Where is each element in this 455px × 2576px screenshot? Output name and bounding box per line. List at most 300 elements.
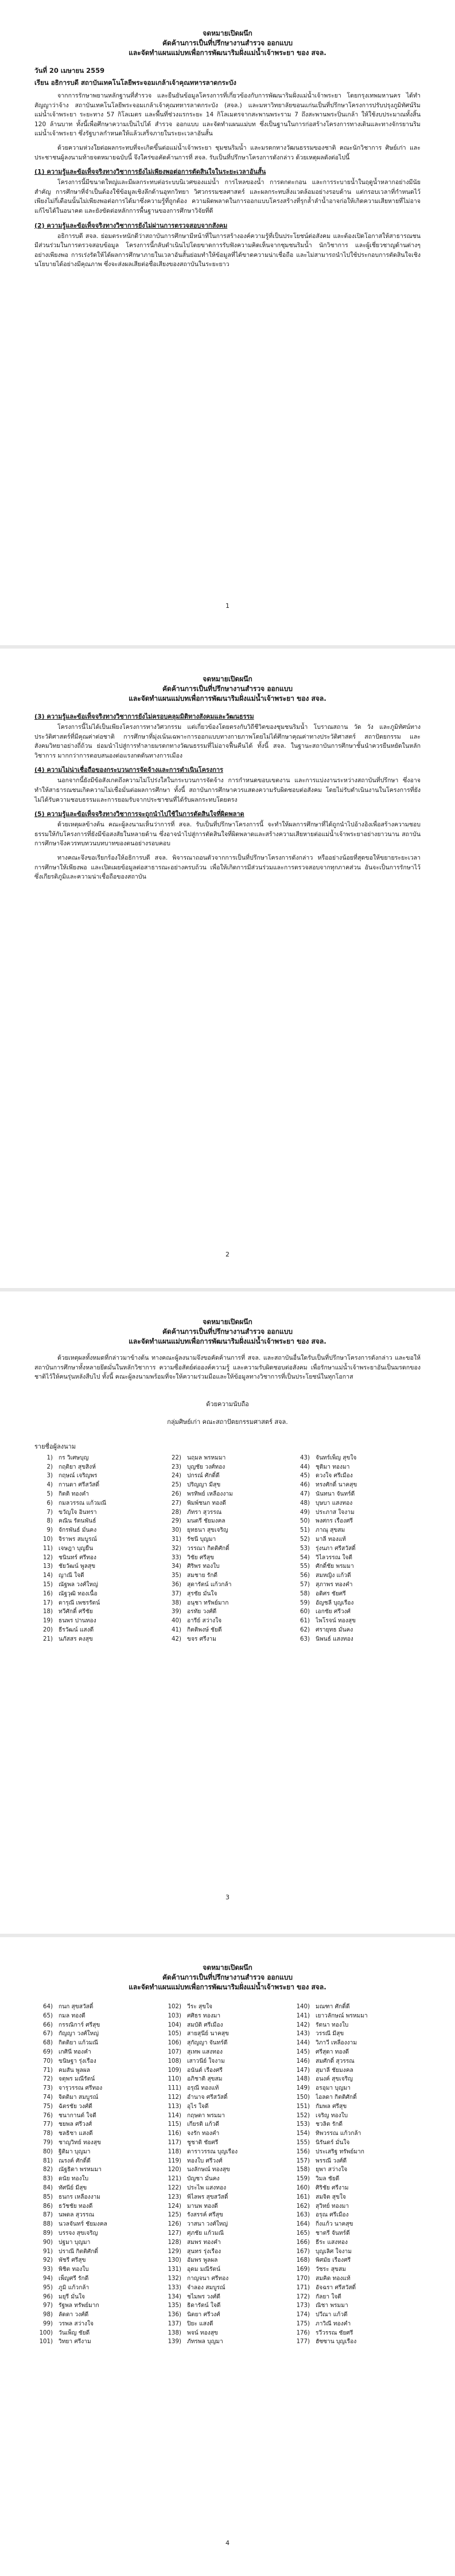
signatory-row [291, 1454, 420, 1463]
signatory-row [34, 2084, 163, 2093]
signatory-number: 126) [168, 2221, 181, 2228]
signatory-name: จันทร์เพ็ญ สุขใจ [316, 1454, 357, 1461]
signatory-number: 85) [43, 2193, 53, 2200]
signatory-name: เกียรติ แก้วดี [187, 2121, 220, 2128]
signatory-name: กิตติพงษ์ ชัยดี [187, 1626, 222, 1633]
signatory-name: คมสัน พูลผล [59, 2067, 91, 2074]
signatory-row [291, 2329, 420, 2338]
signatory-name: พัชรี ศรีสุข [59, 2257, 86, 2264]
signatory-row [291, 2021, 420, 2030]
signatory-number: 94) [43, 2275, 53, 2282]
signer: กลุ่มศิษย์เก่า คณะสถาปัตยกรรมศาสตร์ สจล. [167, 1418, 288, 1426]
signatory-name: ขนิษฐา รุ่งเรือง [59, 2058, 96, 2064]
section-heading: (2) ความรู้และข้อเท็จจริงทางวิชาการยังไม่ผ่านการตรวจสอบจากสังคม [34, 221, 228, 229]
signatory-name: วิทยา ศรีงาม [59, 2339, 91, 2345]
signatory-name: กมล ทองดี [59, 2012, 85, 2019]
letter-subtitle: และจัดทำแผนแม่บทเพื่อการพัฒนาริมฝั่งแม่น้ำเจ้าพระยา ของ สจล. [129, 1337, 326, 1345]
signatory-number: 140) [296, 2004, 310, 2010]
signatory-name: ขจร ศรีงาม [187, 1636, 216, 1642]
signatory-number: 17) [43, 1599, 53, 1606]
signatory-row [163, 2184, 291, 2193]
signatory-number: 69) [43, 2048, 53, 2055]
signatory-number: 104) [168, 2021, 181, 2028]
signatory-name: กัลยา ใจดี [316, 2293, 341, 2300]
signatory-number: 34) [172, 1563, 181, 1570]
signatory-name: ฉัตรชัย วงศ์ดี [59, 2103, 92, 2110]
signatory-number: 106) [168, 2040, 181, 2047]
signatory-name: เจษฎา บุญยืน [59, 1545, 94, 1552]
signatory-number: 124) [168, 2203, 181, 2210]
signatory-number: 117) [168, 2139, 181, 2146]
signatory-name: พงศกร เรืองศรี [316, 1518, 353, 1525]
signatory-name: กฤษณ์ เจริญพร [59, 1473, 98, 1480]
signatory-row [291, 1554, 420, 1563]
signatory-name: พิมพ์ชนก ทองดี [187, 1500, 226, 1506]
signatory-row [163, 2048, 291, 2057]
signatory-number: 141) [296, 2012, 310, 2019]
signatory-row [34, 1580, 163, 1590]
signatory-number: 1) [46, 1454, 53, 1461]
signatory-row [34, 2293, 163, 2302]
signatory-row [34, 1590, 163, 1599]
signatory-number: 31) [172, 1536, 181, 1543]
signatory-row [291, 2003, 420, 2012]
signatory-row [291, 2138, 420, 2148]
intro-paragraph: จากการรักษาพยานหลักฐานที่สำรวจ และยืนยันข้อมูลโครงการที่เกี่ยวข้องกับการพัฒนาริมฝั่งแม่น้ำเจ้าพระยา โดยกรุงเทพมหานคร ได้ทำสัญญาว่าจ้าง สถาบันเทคโนโลยีพระจอมเกล้าเจ้าคุณทหารลาดกระบัง (สจล.) และมหาวิทยาลัยขอนแก่นเป็นที่ปรึกษาโครงการปรับปรุงภูมิทัศน์ริมแม่น้ำเจ้าพระยา ระยะทาง 57 กิโลเมตร และพื้นที่ช่วงแรกระยะ 14 กิโลเมตรจากสะพานพระราม 7 ถึงสะพานพระปิ่นเกล้า ให้ใช้งบประมาณทั้งสิ้น 120 ล้านบาท ทั้งนี้เพื่อศึกษาความเป็นไปได้ สำรวจ ออกแบบ และจัดทำแผนแม่บท ซึ่งเป็นฐานในการก่อสร้างโครงการทางเดินและทางจักรยานริมแม่น้ำเจ้าพระยา ซึ่งรัฐบาลกำหนดให้แล้วเสร็จภายในระยะเวลาอันสั้น [34, 92, 421, 138]
signatory-name: อรุณี ทองแท้ [187, 2085, 219, 2092]
signatory-number: 32) [172, 1545, 181, 1552]
signatory-name: กัมพล ศรีสุข [316, 2103, 347, 2110]
signatory-row [163, 2202, 291, 2211]
signatory-number: 23) [172, 1463, 181, 1470]
page-number: 4 [225, 2539, 230, 2547]
signatory-row [163, 2320, 291, 2329]
signatory-number: 15) [43, 1581, 53, 1588]
signatory-name: ปิยะ แสงดี [187, 2320, 213, 2327]
signatory-number: 145) [296, 2048, 310, 2055]
section-text: โครงการนี้มีขนาดใหญ่และมีผลกระทบต่อระบบนิเวศของแม่น้ำ การไหลของน้ำ การตกตะกอน และการระบายน้ำในฤดูน้ำหลากอย่างมีนัยสำคัญ การศึกษาที่จำเป็นต้องใช้ข้อมูลเชิงลึกด้านอุทกวิทยา วิศวกรรมชลศาสตร์ และผลกระทบสิ่งแวดล้อมอย่างรอบด้าน แต่กรอบเวลาที่กำหนดไว้เพียงไม่กี่เดือนนั้นไม่เพียงพอต่อการได้มาซึ่งความรู้ที่ถูกต้อง ความผิดพลาดในการออกแบบโครงสร้างที่รุกล้ำลำน้ำอาจก่อให้เกิดความเสียหายที่ไม่อาจแก้ไขได้ในอนาคต และยังขัดต่อหลักการพื้นฐานของการศึกษาวิจัยที่ดี [34, 179, 421, 214]
signatory-number: 61) [300, 1618, 310, 1625]
signatory-number: 42) [172, 1636, 181, 1642]
signatory-row [291, 2211, 420, 2220]
signatory-name: รัตนา ทองใบ [316, 2021, 349, 2028]
signatory-name: สมคิด ทองแท้ [316, 2275, 351, 2282]
signatory-number: 96) [43, 2293, 53, 2300]
signatory-name: พิไลพร สุขสวัสดิ์ [187, 2193, 228, 2200]
signatory-name: เยาวลักษณ์ พรหมมา [316, 2012, 368, 2019]
signatory-row [34, 2301, 163, 2310]
signatory-row [34, 2165, 163, 2175]
signatory-row [34, 2029, 163, 2039]
signatory-row [34, 2329, 163, 2338]
signatory-row [163, 2175, 291, 2184]
signatory-number: 36) [172, 1581, 181, 1588]
signatory-name: จิราพร สมบูรณ์ [59, 1536, 97, 1543]
signatory-row [291, 1626, 420, 1635]
signatory-name: ฐิติมา บุญมา [59, 2148, 91, 2155]
signatory-number: 167) [296, 2248, 310, 2255]
signatory-row [163, 2066, 291, 2075]
signatory-number: 35) [172, 1572, 181, 1579]
page-number: 2 [225, 1251, 230, 1258]
signatory-row [163, 1481, 291, 1490]
signatory-row [291, 1481, 420, 1490]
signatory-row [163, 2229, 291, 2238]
signatory-row [34, 2211, 163, 2220]
signatory-name: ธีระ แสงทอง [316, 2239, 348, 2246]
signatory-number: 25) [172, 1482, 181, 1489]
signatory-row [291, 2066, 420, 2075]
signatory-number: 139) [168, 2339, 181, 2345]
signatory-number: 55) [300, 1563, 310, 1570]
signatory-row [34, 2284, 163, 2293]
signatory-name: พรรณี วงศ์ดี [316, 2157, 347, 2164]
signatory-name: พิชิต ทองใบ [59, 2266, 89, 2273]
section-text: อธิการบดี สจล. ย่อมตระหนักดีว่าสถาบันการศึกษามีหน้าที่ในการสร้างองค์ความรู้ที่เป็นประโยชน์ต่อสังคม และต้องเปิดโอกาสให้สาธารณชนมีส่วนร่วมในการตรวจสอบข้อมูล โครงการนี้กลับดำเนินไปโดยขาดการรับฟังความคิดเห็นจากชุมชนริมน้ำ นักวิชาการ และผู้เชี่ยวชาญด้านต่างๆ อย่างเพียงพอ การเร่งรัดให้ได้ผลการศึกษาภายในเวลาอันสั้นย่อมทำให้ข้อมูลที่ได้ขาดความน่าเชื่อถือ และไม่สามารถนำไปใช้ประกอบการตัดสินใจเชิงนโยบายได้อย่างมีคุณภาพ ซึ่งจะส่งผลเสียต่อชื่อเสียงของสถาบันในระยะยาว [34, 232, 421, 268]
signatory-row [34, 1517, 163, 1526]
signatory-name: กิ่งแก้ว นาคสุข [316, 2221, 353, 2228]
signatory-name: เพ็ญศรี รักดี [59, 2275, 89, 2282]
signatory-number: 6) [46, 1500, 53, 1506]
signatory-number: 52) [300, 1536, 310, 1543]
signatory-row [34, 2129, 163, 2138]
section-heading: (4) ความไม่น่าเชื่อถือของกระบวนการจัดจ้างและการดำเนินโครงการ [34, 766, 223, 774]
signatory-row [163, 1463, 291, 1472]
signatory-row [34, 2274, 163, 2284]
signatory-row [291, 2301, 420, 2310]
signatory-name: ฮัซซาน บุญเรือง [316, 2339, 357, 2345]
signatory-name: สุมาลี ชัยมงคล [316, 2067, 353, 2074]
signatory-row [291, 2320, 420, 2329]
signatory-number: 130) [168, 2257, 181, 2264]
signatory-name: นงลักษณ์ ทองสุข [187, 2167, 230, 2173]
signatory-name: กัญญา วงศ์ใหญ่ [59, 2031, 99, 2038]
signatory-row [291, 2039, 420, 2048]
signatory-number: 173) [296, 2302, 310, 2309]
section-text: ทางคณะจึงขอเรียกร้องให้อธิการบดี สจล. พิจารณาถอนตัวจากการเป็นที่ปรึกษาโครงการดังกล่าว หรืออย่างน้อยที่สุดขอให้ขยายระยะเวลาการศึกษาให้เพียงพอ และเปิดเผยข้อมูลต่อสาธารณะอย่างครบถ้วน เพื่อให้เกิดการมีส่วนร่วมและการตรวจสอบจากทุกภาคส่วน อันจะเป็นการรักษาไว้ซึ่งเกียรติภูมิและความน่าเชื่อถือของสถาบัน [34, 854, 421, 881]
signatory-number: 118) [168, 2148, 181, 2155]
signatory-number: 20) [43, 1626, 53, 1633]
signatory-number: 56) [300, 1572, 310, 1579]
signatory-name: ศิริชัย ศรีงาม [316, 2184, 349, 2191]
signatory-row [34, 1490, 163, 1499]
signatory-number: 50) [300, 1518, 310, 1525]
signatory-name: กร วิเศษบุญ [59, 1454, 89, 1461]
signatory-name: วีระ สุขใจ [187, 2004, 213, 2010]
signatory-row [291, 2229, 420, 2238]
letter-title: คัดค้านการเป็นที่ปรึกษางานสำรวจ ออกแบบ [162, 1973, 293, 1981]
signatory-number: 155) [296, 2139, 310, 2146]
signatory-number: 159) [296, 2176, 310, 2183]
signatory-row [34, 2039, 163, 2048]
signatory-row [291, 2102, 420, 2111]
signatory-row [163, 2337, 291, 2347]
signatory-name: มานพ ทองดี [187, 2203, 218, 2210]
signatory-number: 3) [46, 1473, 53, 1480]
signatory-row [291, 2293, 420, 2302]
signatory-number: 53) [300, 1545, 310, 1552]
signatory-name: พรทิพย์ เหลืองงาม [187, 1490, 233, 1497]
signatory-name: ทองใบ ศรีวงศ์ [187, 2157, 223, 2164]
signatory-name: ประไพ แสงทอง [187, 2184, 227, 2191]
signatory-name: อำนาจ ศรีสวัสดิ์ [187, 2094, 228, 2101]
signatory-name: สมศักดิ์ สุวรรณ [316, 2058, 355, 2064]
signatory-row [34, 2238, 163, 2247]
signatory-column [34, 2003, 163, 2347]
signatory-row [34, 2175, 163, 2184]
signatory-row [163, 2329, 291, 2338]
signatory-row [34, 1472, 163, 1481]
signatory-name: สมชาย รักดี [187, 1572, 218, 1579]
letter-org: จดหมายเปิดผนึก [203, 29, 252, 37]
signatory-name: วิภาวี เหลืองงาม [316, 2040, 357, 2047]
signatory-number: 90) [43, 2239, 53, 2246]
signatory-name: กฤษดา พรมมา [187, 2112, 225, 2119]
signatory-number: 114) [168, 2112, 181, 2119]
signatory-row [291, 1635, 420, 1644]
signatory-name: บรรจง สุขเจริญ [59, 2230, 98, 2237]
intro-paragraph: ด้วยความห่วงใยต่อผลกระทบที่จะเกิดขึ้นต่อแม่น้ำเจ้าพระยา ชุมชนริมน้ำ และมรดกทางวัฒนธรรมของชาติ คณะนักวิชาการ ศิษย์เก่า และประชาชนผู้ลงนามท้ายจดหมายฉบับนี้ จึงใคร่ขอคัดค้านการที่ สจล. รับเป็นที่ปรึกษาโครงการดังกล่าว ด้วยเหตุผลดังต่อไปนี้ [34, 144, 421, 161]
signatory-row [291, 1590, 420, 1599]
signatory-name: อัจฉรา ศรีสวัสดิ์ [316, 2284, 356, 2291]
signatory-row [291, 2337, 420, 2347]
page-4 [0, 1937, 455, 2576]
signatory-row [291, 1562, 420, 1571]
signatory-name: ทวีศักดิ์ ศรีชัย [59, 1609, 93, 1615]
signatory-name: ปกรณ์ ศักดิ์ดี [187, 1473, 220, 1480]
letter-org: จดหมายเปิดผนึก [203, 1318, 252, 1326]
signatory-number: 30) [172, 1527, 181, 1534]
signatory-number: 5) [46, 1490, 53, 1497]
signatory-number: 170) [296, 2275, 310, 2282]
signatory-name: ธีรวัฒน์ แสงดี [59, 1626, 94, 1633]
signatory-row [163, 1607, 291, 1617]
signatory-row [163, 2012, 291, 2021]
signatory-name: อรอุมา บุญมา [316, 2085, 351, 2092]
signatory-number: 98) [43, 2312, 53, 2319]
signatory-name: จงรัก ทองคำ [187, 2130, 220, 2137]
signatory-name: รัชนี บุญมา [187, 1536, 216, 1543]
letter-subtitle: และจัดทำแผนแม่บทเพื่อการพัฒนาริมฝั่งแม่น้ำเจ้าพระยา ของ สจล. [129, 694, 326, 702]
signatory-row [163, 2165, 291, 2175]
signatory-name: วิชัย ศรีสุข [187, 1554, 214, 1561]
signatory-row [34, 2057, 163, 2066]
signatory-name: ปราณี กิตติศักดิ์ [59, 2248, 98, 2255]
signatory-name: ดารุณี เพชรรัตน์ [59, 1599, 100, 1606]
signatory-number: 4) [46, 1482, 53, 1489]
signatory-number: 132) [168, 2275, 181, 2282]
signatory-name: บุญชัย วงศ์ทอง [187, 1463, 225, 1470]
signatory-number: 82) [43, 2167, 53, 2173]
signatory-row [34, 1535, 163, 1544]
signatory-name: ยุทธนา สุขเจริญ [187, 1527, 228, 1534]
signatory-number: 122) [168, 2184, 181, 2191]
signatory-row [291, 2238, 420, 2247]
signatory-row [291, 2157, 420, 2166]
signatory-number: 136) [168, 2312, 181, 2319]
signatory-row [34, 2229, 163, 2238]
signatory-name: ทัศนีย์ มีสุข [59, 2184, 87, 2191]
signatory-name: สมพร ทองคำ [187, 2239, 221, 2246]
signatory-number: 7) [46, 1509, 53, 1516]
signatory-number: 110) [168, 2076, 181, 2083]
signatory-number: 63) [300, 1636, 310, 1642]
signatory-number: 160) [296, 2184, 310, 2191]
signatory-number: 66) [43, 2021, 53, 2028]
signatory-row [34, 2265, 163, 2274]
section-text: โครงการนี้ไม่ได้เป็นเพียงโครงการทางวิศวกรรม แต่เกี่ยวข้องโดยตรงกับวิถีชีวิตของชุมชนริมน้ำ โบราณสถาน วัด วัง และภูมิทัศน์ทางประวัติศาสตร์ที่มีคุณค่าต่อชาติ การศึกษาที่มุ่งเน้นเฉพาะการออกแบบทางกายภาพโดยไม่ได้ศึกษาคุณค่าทางประวัติศาสตร์ สถาปัตยกรรม และสังคมวิทยาอย่างถี่ถ้วน ย่อมนำไปสู่การทำลายมรดกทางวัฒนธรรมที่ไม่อาจฟื้นคืนได้ ทั้งนี้ สจล. ในฐานะสถาบันการศึกษาชั้นนำควรยืนหยัดในหลักวิชาการ มากกว่าการตอบสนองต่อแรงกดดันทางการเมือง [34, 724, 421, 759]
signatory-row [291, 2148, 420, 2157]
section-text: นอกจากนี้ยังมีข้อสังเกตถึงความไม่โปร่งใสในกระบวนการจัดจ้าง การกำหนดขอบเขตงาน และการแบ่งงานระหว่างสถาบันที่ปรึกษา ซึ่งอาจทำให้สาธารณชนเกิดความไม่เชื่อมั่นต่อผลการศึกษา ทั้งนี้ สถาบันการศึกษาควรแสดงความรับผิดชอบต่อสังคม โดยไม่รับดำเนินงานในโครงการที่ยังไม่ได้รับความชอบธรรมและการยอมรับจากประชาชนที่ได้รับผลกระทบโดยตรง [34, 777, 421, 803]
signatory-row [291, 2184, 420, 2193]
signatory-number: 22) [172, 1454, 181, 1461]
signatory-number: 166) [296, 2239, 310, 2246]
signatory-row [34, 1626, 163, 1635]
section-heading: (1) ความรู้และข้อเท็จจริงทางวิชาการยังไม่เพียงพอต่อการตัดสินใจในระยะเวลาอันสั้น [34, 168, 266, 176]
signatory-name: กนก สุขสวัสดิ์ [59, 2004, 94, 2010]
signatory-number: 102) [168, 2004, 181, 2010]
signatory-number: 103) [168, 2012, 181, 2019]
signatory-name: มยุรี มั่นใจ [59, 2293, 85, 2300]
signatory-name: กมลวรรณ แก้วมณี [59, 1500, 107, 1506]
signatory-column [34, 1454, 163, 1644]
signatory-number: 101) [39, 2339, 53, 2345]
signatory-name: จตุพร มณีรัตน์ [59, 2076, 95, 2083]
letter-title: คัดค้านการเป็นที่ปรึกษางานสำรวจ ออกแบบ [162, 39, 293, 47]
signatory-row [34, 2184, 163, 2193]
signatory-row [163, 1490, 291, 1499]
signatory-name: มาลี ทองแท้ [316, 1536, 347, 1543]
signatory-name: ขวัญใจ อินทรา [59, 1509, 97, 1516]
signatory-number: 21) [43, 1636, 53, 1642]
signatory-name: ณรงค์ ศักดิ์ดี [59, 2157, 91, 2164]
signatory-row [34, 2148, 163, 2157]
signatory-row [34, 1617, 163, 1626]
signatory-row [163, 1544, 291, 1554]
signatory-name: บัญชา มั่นคง [187, 2176, 220, 2183]
signatory-number: 75) [43, 2103, 53, 2110]
signatory-column [291, 2003, 420, 2347]
signatory-number: 77) [43, 2121, 53, 2128]
signatory-row [163, 2293, 291, 2302]
signatory-name: กิตติ ทองคำ [59, 1490, 89, 1497]
signatory-name: สุวิทย์ ทองมา [316, 2203, 349, 2210]
signatory-number: 44) [300, 1463, 310, 1470]
section-heading: (3) ความรู้และข้อเท็จจริงทางวิชาการยังไม่ครอบคลุมมิติทางสังคมและวัฒนธรรม [34, 713, 254, 720]
signatory-number: 70) [43, 2058, 53, 2064]
signatory-number: 33) [172, 1554, 181, 1561]
signatory-name: ปฐมา บุญมา [59, 2239, 91, 2246]
signatory-name: บุญเลิศ ใจงาม [316, 2248, 352, 2255]
signatory-row [163, 1626, 291, 1635]
signatory-row [291, 1508, 420, 1517]
signatory-row [291, 1463, 420, 1472]
signatory-number: 121) [168, 2176, 181, 2183]
signatory-number: 105) [168, 2031, 181, 2038]
signatory-name: สุดารัตน์ แก้วกล้า [187, 1581, 232, 1588]
signatory-number: 172) [296, 2293, 310, 2300]
signatory-row [34, 1599, 163, 1608]
signatory-name: เกศินี ทองคำ [59, 2048, 91, 2055]
signatory-name: ภูมิ แก้วกล้า [59, 2284, 90, 2291]
signatory-row [163, 2256, 291, 2265]
signatory-number: 119) [168, 2157, 181, 2164]
signatory-name: ไอลดา กิตติศักดิ์ [316, 2094, 357, 2101]
signatory-row [291, 1544, 420, 1554]
signatory-number: 91) [43, 2248, 53, 2255]
signatory-name: ศักดิ์ชัย พรมมา [316, 1563, 354, 1570]
signatory-name: สมจิต สุขใจ [316, 2193, 346, 2200]
signatory-row [291, 2220, 420, 2229]
signatory-name: สมหญิง แก้วดี [316, 1572, 351, 1579]
signatory-row [163, 2211, 291, 2220]
signatory-name: ภัทรา สุวรรณ [187, 1509, 222, 1516]
signatory-row [163, 1454, 291, 1463]
signatory-number: 89) [43, 2230, 53, 2237]
signatory-name: รัฐพล ทรัพย์มาก [59, 2302, 99, 2309]
signatory-name: วิไลวรรณ ใจดี [316, 1554, 353, 1561]
signatory-name: ญาณี ใจดี [59, 1572, 84, 1579]
signatory-name: ประภาส ใจงาม [316, 1509, 355, 1516]
signatory-row [163, 2193, 291, 2202]
signatory-number: 27) [172, 1500, 181, 1506]
signatory-name: วัชระ สุขสม [316, 2266, 346, 2273]
signatory-name: นิตยา ศรีวงศ์ [187, 2312, 220, 2319]
signatory-number: 137) [168, 2320, 181, 2327]
signatory-number: 62) [300, 1626, 310, 1633]
signatory-column [163, 2003, 291, 2347]
signatory-row [34, 2021, 163, 2030]
page-number: 1 [225, 602, 230, 610]
signatory-number: 57) [300, 1581, 310, 1588]
signatory-name: พจน์ ทองสุข [187, 2329, 218, 2336]
signatory-row [291, 2111, 420, 2121]
signatory-row [291, 1490, 420, 1499]
signatory-number: 83) [43, 2176, 53, 2183]
signatory-row [34, 2120, 163, 2129]
signatory-name: ดวงใจ ศรีเมือง [316, 1473, 353, 1480]
signatory-name: ชัยวัฒน์ พูลสุข [59, 1563, 96, 1570]
signatory-name: สุเทพ แสงทอง [187, 2048, 223, 2055]
signatory-row [34, 2193, 163, 2202]
signatory-row [34, 1454, 163, 1463]
signatory-number: 9) [46, 1527, 53, 1534]
signatory-name: กิตติยา แก้วมณี [59, 2040, 98, 2047]
signatory-name: กฤติยา สุขสิงห์ [59, 1463, 96, 1470]
signatory-name: ลัดดา วงศ์ดี [59, 2312, 89, 2319]
signatory-row [34, 1562, 163, 1571]
signatory-name: ภาวิณี ทองคำ [316, 2320, 351, 2327]
signatory-number: 99) [43, 2320, 53, 2327]
signatory-number: 65) [43, 2012, 53, 2019]
signatory-row [163, 1499, 291, 1508]
signatory-number: 10) [43, 1536, 53, 1543]
signatory-row [163, 2003, 291, 2012]
signatory-row [34, 1554, 163, 1563]
signatory-row [34, 2220, 163, 2229]
signatory-list [34, 1454, 421, 1644]
signatory-name: รังสรรค์ ศรีสุข [187, 2212, 223, 2219]
signatory-number: 128) [168, 2239, 181, 2246]
signatory-name: วันเพ็ญ ชัยดี [59, 2329, 90, 2336]
signatory-row [291, 2093, 420, 2102]
signatory-number: 86) [43, 2203, 53, 2210]
signatory-row [291, 2202, 420, 2211]
signatory-row [34, 1571, 163, 1580]
signatory-name: วรรณา กิตติศักดิ์ [187, 1545, 230, 1552]
signatory-name: วรรณี มีสุข [316, 2031, 344, 2038]
signatory-number: 58) [300, 1590, 310, 1597]
